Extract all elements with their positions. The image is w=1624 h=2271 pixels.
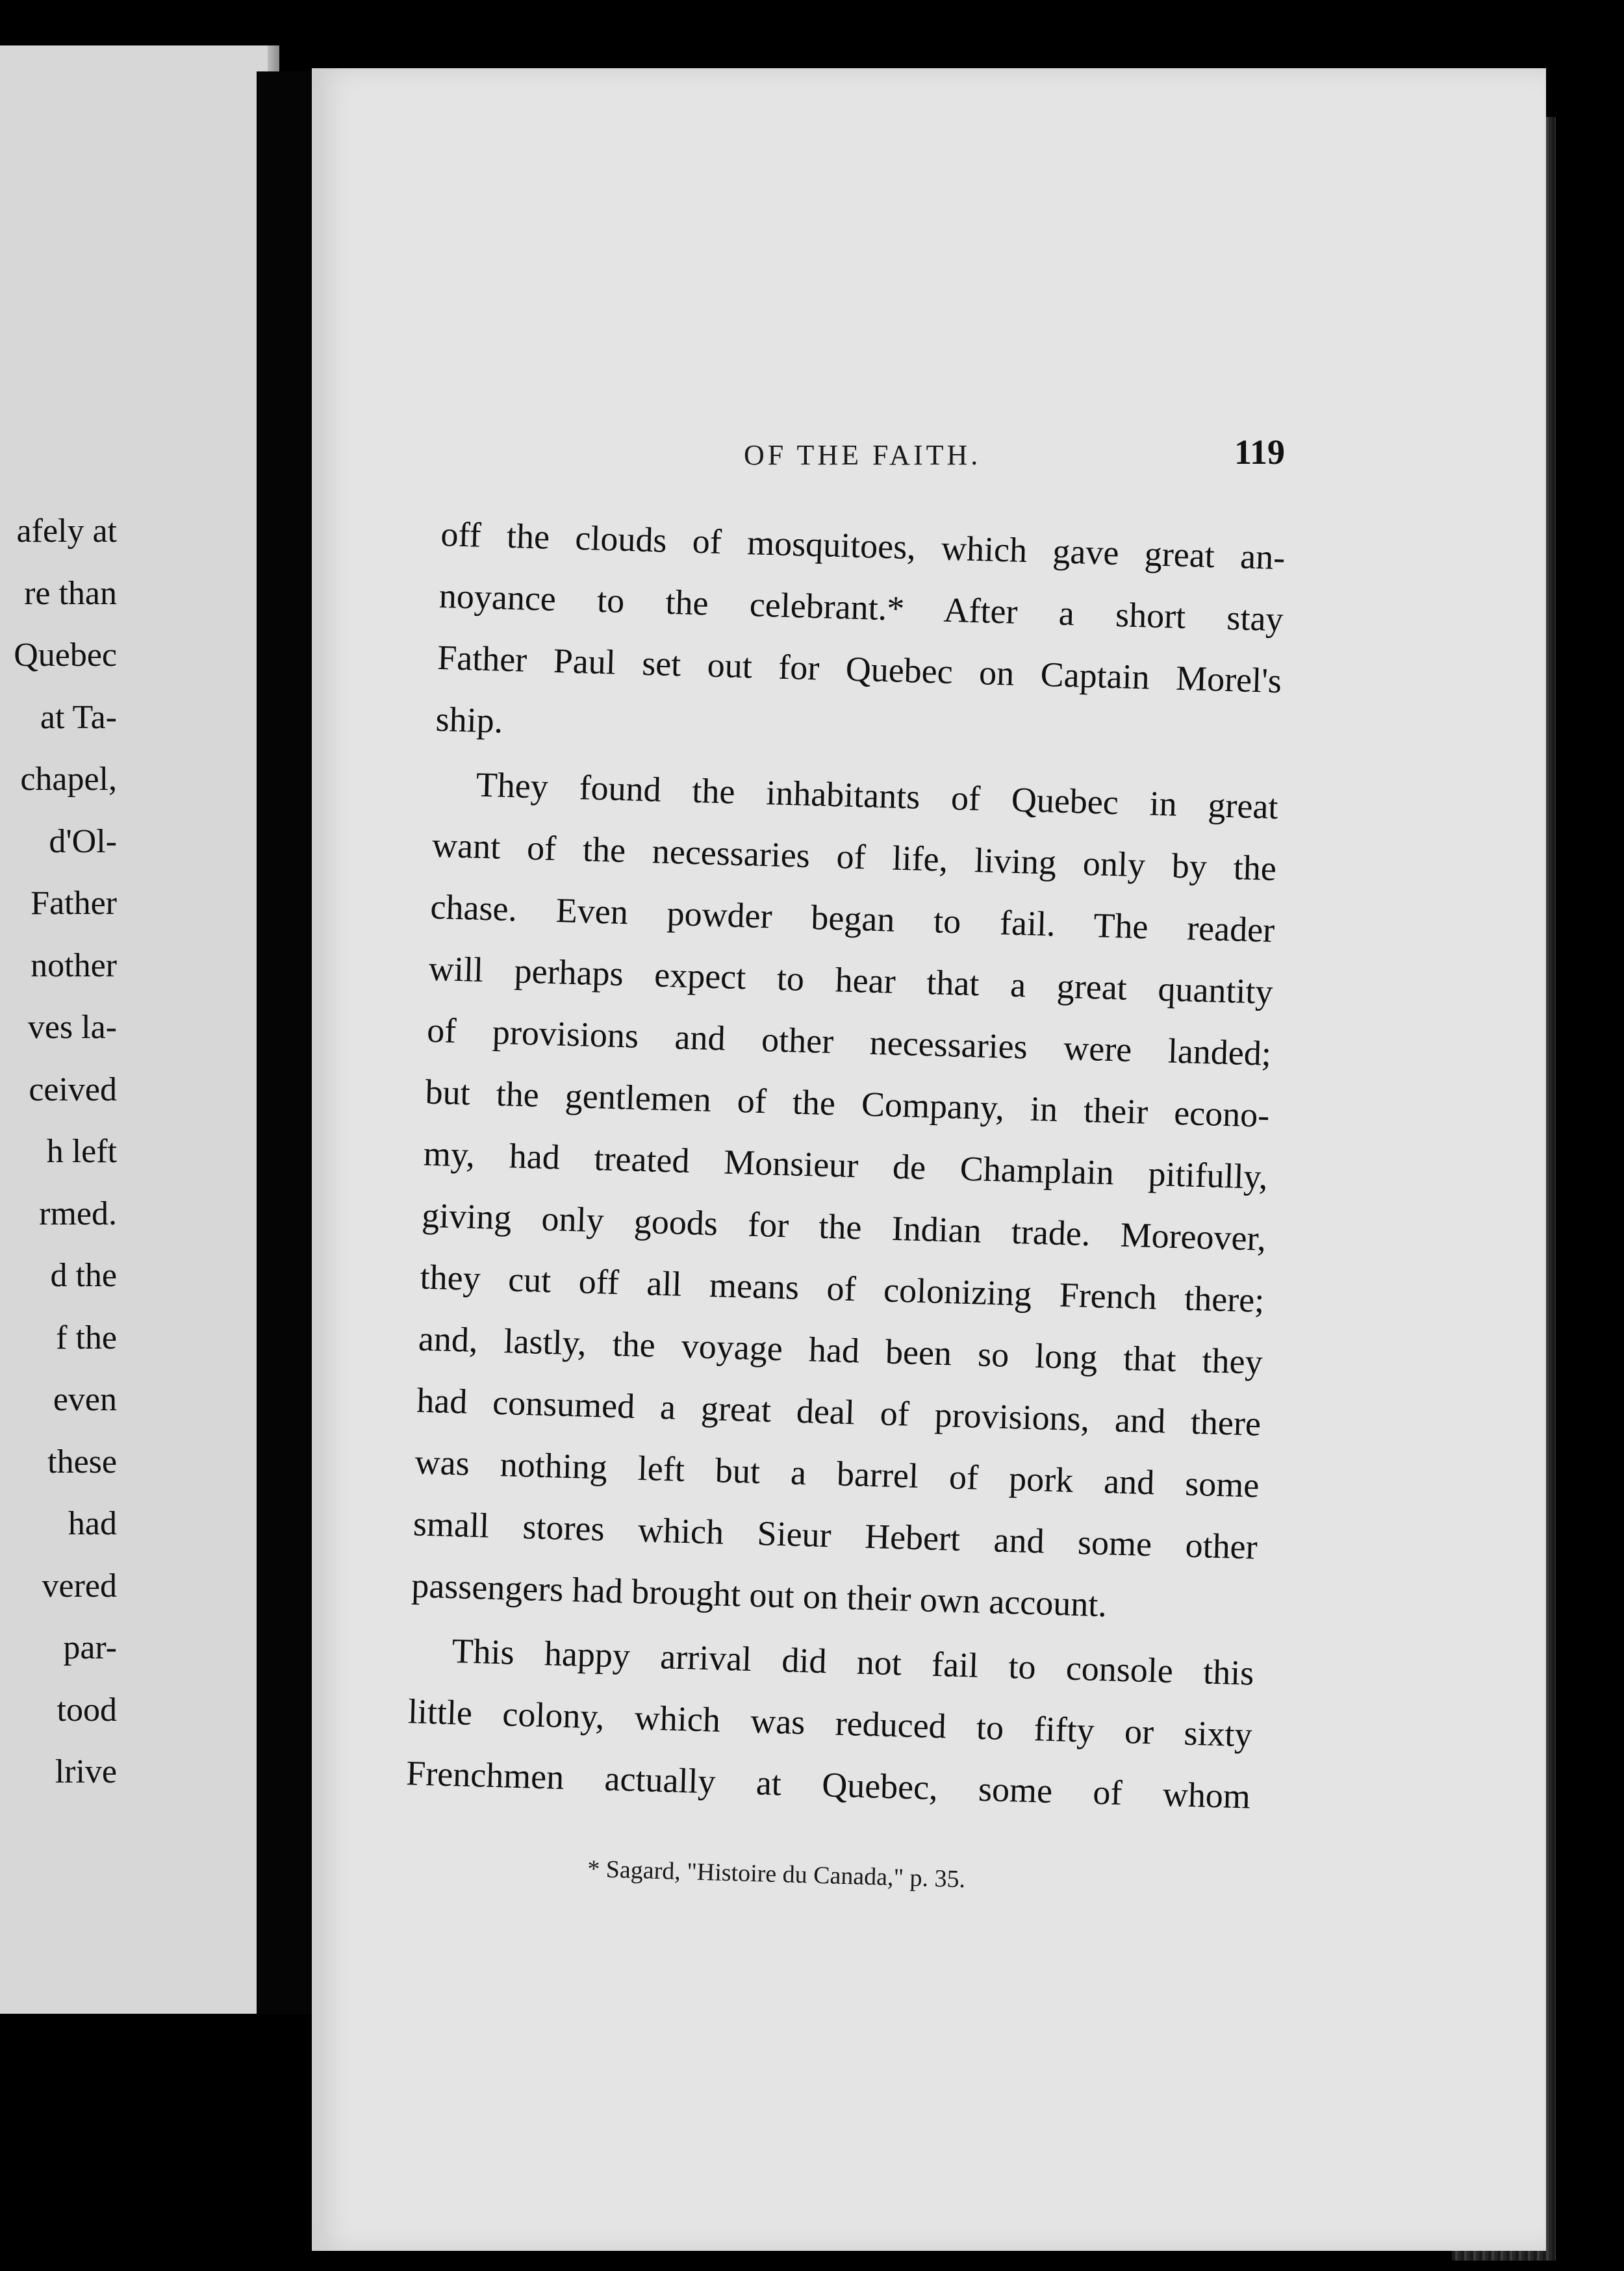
current-page (312, 68, 1546, 2251)
previous-page-line: had (68, 1505, 117, 1542)
previous-page-line: these (47, 1443, 117, 1480)
previous-page-line: d'Ol- (49, 822, 117, 860)
previous-page-line: re than (24, 574, 117, 612)
text-line: passengers had brought out on their own account. (411, 1566, 1108, 1625)
previous-page-line: tood (57, 1691, 117, 1729)
previous-page-line: nother (31, 946, 117, 984)
text-line: They found the inhabitants of Quebec in great (476, 765, 1279, 827)
text-line: want of the necessaries of life, living only by the (431, 825, 1277, 889)
text-line: will perhaps expect to hear that a great quantity (428, 948, 1274, 1012)
previous-page-line: even (53, 1381, 117, 1418)
previous-page-line: ves la- (27, 1009, 117, 1046)
text-line: small stores which Sieur Hebert and some other (412, 1504, 1258, 1567)
text-line: giving only goods for the Indian trade. Moreover, (421, 1195, 1267, 1258)
text-line: noyance to the celebrant.* After a short stay (438, 576, 1284, 639)
previous-page-line: afely at (16, 513, 117, 550)
text-line: This happy arrival did not fail to console this (451, 1631, 1255, 1693)
running-title: OF THE FAITH. (744, 439, 982, 471)
previous-page-line: Father (31, 885, 117, 922)
text-line: had consumed a great deal of provisions, and there (416, 1380, 1262, 1443)
previous-page-line: lrive (55, 1753, 117, 1790)
text-line: ship. (435, 699, 504, 741)
previous-page-line: par- (63, 1629, 117, 1666)
text-line: but the gentlemen of the Company, in their econo- (424, 1072, 1271, 1135)
text-line: and, lastly, the voyage had been so long that they (418, 1319, 1263, 1382)
footnote: * Sagard, "Histoire du Canada," p. 35. (587, 1855, 966, 1894)
text-line: of provisions and other necessaries were landed; (426, 1010, 1272, 1073)
previous-page-line: chapel, (20, 761, 117, 798)
previous-page-line: rmed. (39, 1195, 117, 1232)
text-line: was nothing left but a barrel of pork and some (414, 1442, 1260, 1505)
page-header (312, 425, 1546, 477)
previous-page-line: Quebec (14, 637, 117, 674)
previous-page-line: vered (42, 1567, 117, 1605)
text-line: my, had treated Monsieur de Champlain pitifully, (423, 1134, 1269, 1197)
text-line: Frenchmen actually at Quebec, some of whom (405, 1753, 1251, 1816)
previous-page-line: h left (46, 1133, 117, 1170)
text-line: they cut off all means of colonizing French there; (419, 1257, 1265, 1320)
text-line: little colony, which was reduced to fifty or sixty (407, 1692, 1253, 1755)
previous-page-line: ceived (29, 1071, 117, 1108)
previous-page (0, 45, 279, 2014)
previous-page-text (0, 500, 279, 1803)
previous-page-line: d the (50, 1257, 117, 1294)
text-line: Father Paul set out for Quebec on Captain Morel's (437, 637, 1282, 701)
text-line: chase. Even powder began to fail. The reader (429, 887, 1275, 950)
previous-page-line: at Ta- (40, 698, 117, 736)
previous-page-line: f the (56, 1319, 117, 1356)
text-line: off the clouds of mosquitoes, which gave great an- (440, 514, 1286, 577)
page-number: 119 (1234, 433, 1286, 472)
body-text (405, 503, 1286, 1828)
